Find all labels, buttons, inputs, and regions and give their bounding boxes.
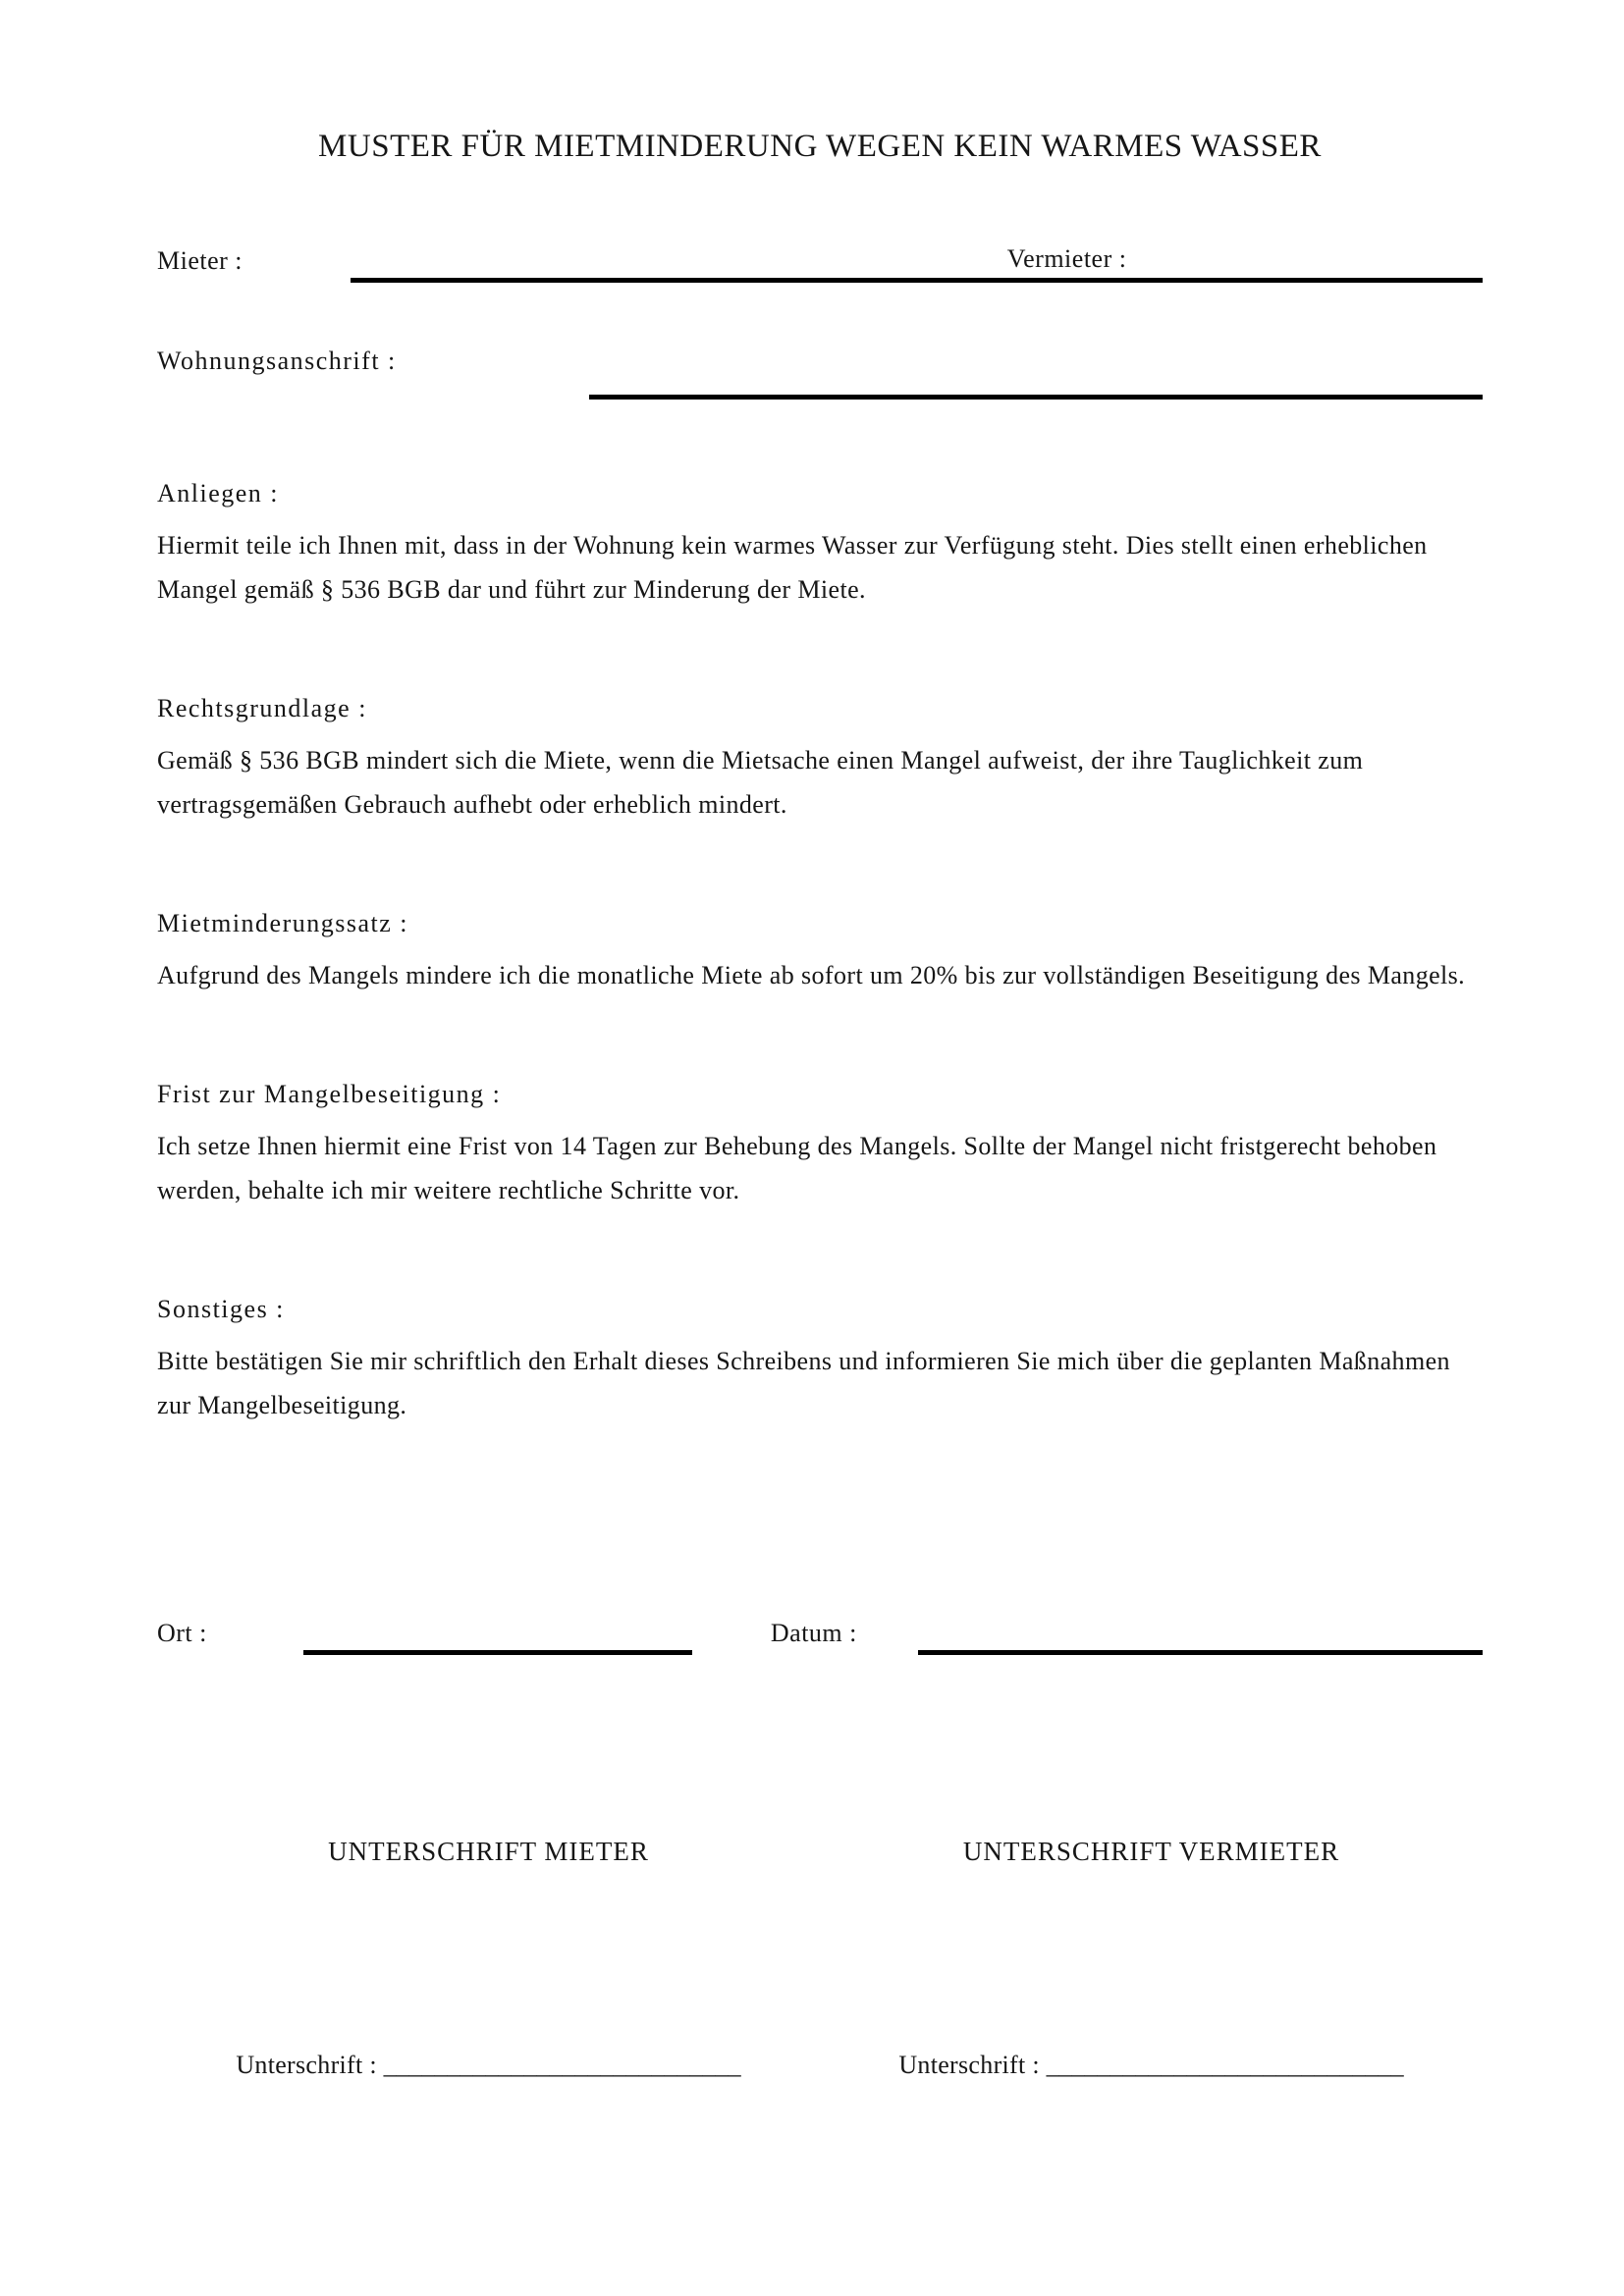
vermieter-signature-label: Unterschrift : [898, 2051, 1040, 2079]
section-body: Gemäß § 536 BGB mindert sich die Miete, wenn die Mietsache einen Mangel aufweist, der ihre Tauglichkeit zum vertragsgemäßen Gebrauch aufhebt oder erheblich mindert. [157, 746, 1364, 819]
ort-datum-row [157, 1616, 1483, 1655]
signature-headings-row [157, 1834, 1483, 1869]
section-body: Aufgrund des Mangels mindere ich die monatliche Miete ab sofort um 20% bis zur vollständigen Beseitigung des Mangels. [157, 961, 1466, 989]
wohnungsanschrift-label: Wohnungsanschrift : [157, 347, 397, 375]
mieter-label: Mieter : [157, 246, 244, 275]
section-heading: Anliegen : [157, 479, 280, 507]
section-body: Ich setze Ihnen hiermit eine Frist von 14 Tagen zur Behebung des Mangels. Sollte der Mangel nicht fristgerecht behoben werden, behalte ich mir weitere rechtliche Schritte vor. [157, 1132, 1437, 1204]
vermieter-label: Vermieter : [1006, 244, 1127, 273]
section-anliegen [157, 477, 1483, 612]
section-heading: Rechtsgrundlage : [157, 694, 367, 722]
document-title: MUSTER FÜR MIETMINDERUNG WEGEN KEIN WARMES WASSER [318, 129, 1322, 164]
vermieter-signature-block [820, 2046, 1483, 2085]
section-heading: Frist zur Mangelbeseitigung : [157, 1080, 502, 1108]
mieter-signature-label: Unterschrift : [236, 2051, 377, 2079]
datum-field-line[interactable] [918, 1616, 1483, 1655]
section-rechtsgrundlage [157, 692, 1483, 827]
signature-lines-row [157, 2046, 1483, 2085]
ort-label: Ort : [157, 1619, 207, 1647]
mieter-signature-block [157, 2046, 820, 2085]
mieter-field-line[interactable] [351, 240, 1483, 283]
section-heading: Mietminderungssatz : [157, 909, 409, 937]
section-sonstiges [157, 1293, 1483, 1427]
address-row [157, 344, 1483, 414]
wohnungsanschrift-field-line[interactable] [589, 395, 1483, 400]
section-mietminderungssatz [157, 907, 1483, 997]
section-body: Bitte bestätigen Sie mir schriftlich den Erhalt dieses Schreibens und informieren Sie mich über die geplanten Maßnahmen zur Mangelbeseitigung. [157, 1347, 1450, 1419]
unterschrift-vermieter-heading: UNTERSCHRIFT VERMIETER [962, 1837, 1340, 1866]
unterschrift-mieter-heading: UNTERSCHRIFT MIETER [328, 1837, 649, 1866]
section-heading: Sonstiges : [157, 1295, 285, 1323]
datum-label: Datum : [770, 1619, 857, 1647]
section-body: Hiermit teile ich Ihnen mit, dass in der Wohnung kein warmes Wasser zur Verfügung steht. Dies stellt einen erheblichen Mangel gemäß § 536 BGB dar und führt zur Minderung der Miete. [157, 531, 1428, 604]
ort-field-line[interactable] [303, 1616, 692, 1655]
vermieter-signature-line[interactable]: ____________________________ [1046, 2051, 1404, 2079]
mieter-signature-line[interactable]: ____________________________ [383, 2051, 741, 2079]
section-frist [157, 1078, 1483, 1212]
parties-row [157, 240, 1483, 283]
